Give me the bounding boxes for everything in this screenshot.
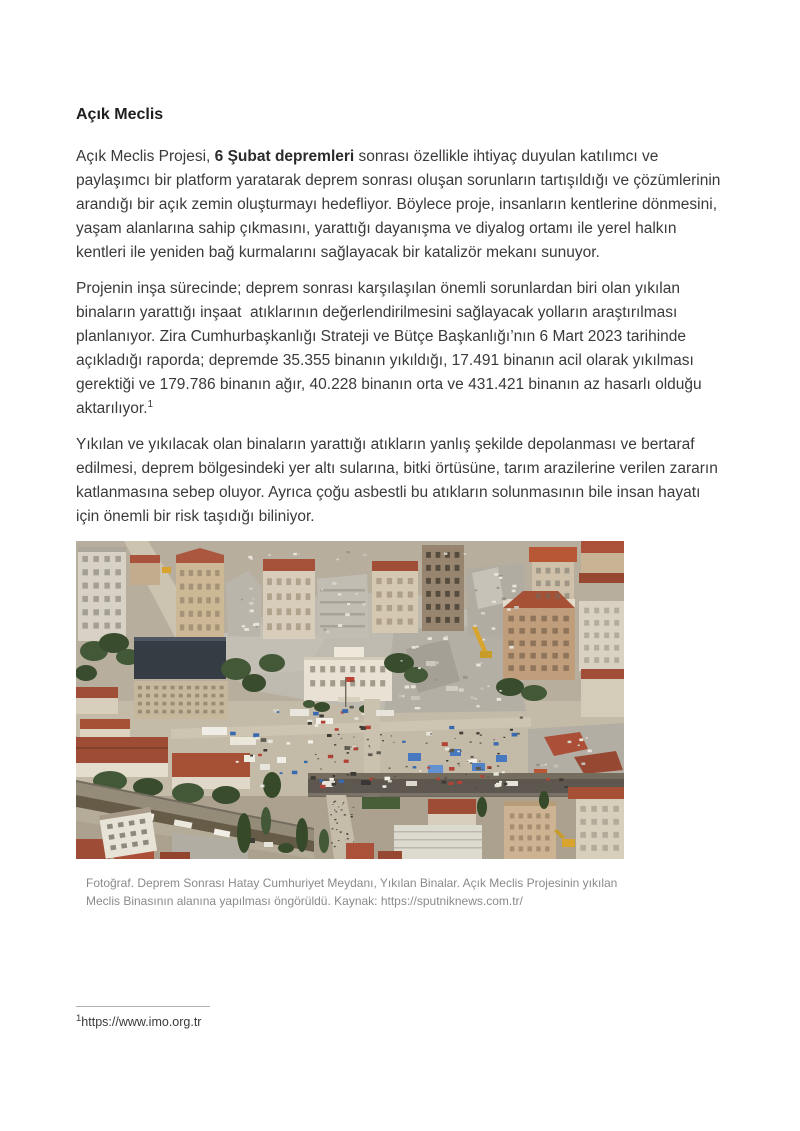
paragraph-waste: Yıkılan ve yıkılacak olan binaların yarattığı atıkların yanlış şekilde depolanması ve bertaraf edilmesi, deprem bölgesindeki yer altı sularına, bitki örtüsüne, tarım arazilerine verilen zararın katlanmasına sebep oluyor. Ayrıca çoğu asbestli bu atıkların solunmasının bile insan hayatı için önemli bir risk taşıdığı biliniyor. [76,436,723,525]
paragraph-intro [76,145,724,265]
paragraph-intro-bold-date: 6 Şubat depremleri [214,148,355,165]
footnote-marker: 1 [76,1012,82,1024]
footnote-reference: 1 [147,398,154,410]
paragraph-intro-lead: Açık Meclis Projesi, [76,148,215,165]
footnote [76,1014,724,1030]
footnote-section [76,1006,724,1030]
page-title: Açık Meclis [76,106,164,123]
paragraph-report-text: Projenin inşa sürecinde; deprem sonrası karşılaşılan önemli sorunlardan biri olan yıkılan binaların yarattığı inşaat atıklarının değerlendirilmesini sağlayacak yolların araştırılması planlanıyor. Zira Cumhurbaşkanlığı Strateji ve Bütçe Başkanlığı’nın 6 Mart 2023 tarihinde açıkladığı raporda; depremde 35.355 binanın yıkıldığı, 17.491 binanın acil olarak yıkılması gerektiği ve 179.786 binanın ağır, 40.228 binanın orta ve 431.421 binanın az hasarlı olduğu aktarılıyor. [76,280,706,417]
photo-figure [76,541,724,910]
footnote-divider [76,1006,210,1007]
photo-caption: Fotoğraf. Deprem Sonrası Hatay Cumhuriyet Meydanı, Yıkılan Binalar. Açık Meclis Projesinin yıkılan Meclis Binasının alanına yapılması öngörüldü. Kaynak: https://sputniknews.com.tr/ [86,876,618,908]
footnote-url: https://www.imo.org.tr [81,1015,202,1029]
paragraph-intro-rest: sonrası özellikle ihtiyaç duyulan katılımcı ve paylaşımcı bir platform yaratarak deprem sonrası oluşan sorunların tartışıldığı ve çözümlerinin arandığı bir açık zemin oluşturmayı hedefliyor. Böylece proje, insanların kentlerine dönmesini, yaşam alanlarına sahip çıkmasını, yarattığı dayanışma ve diyalog ortamı ile yerel halkın kentleri ile yeniden bağ kurmalarını sağlayacak bir katalizör mekanı sunuyor. [76,148,725,261]
earthquake-aerial-photo [76,541,624,859]
paragraph-report [76,277,724,421]
